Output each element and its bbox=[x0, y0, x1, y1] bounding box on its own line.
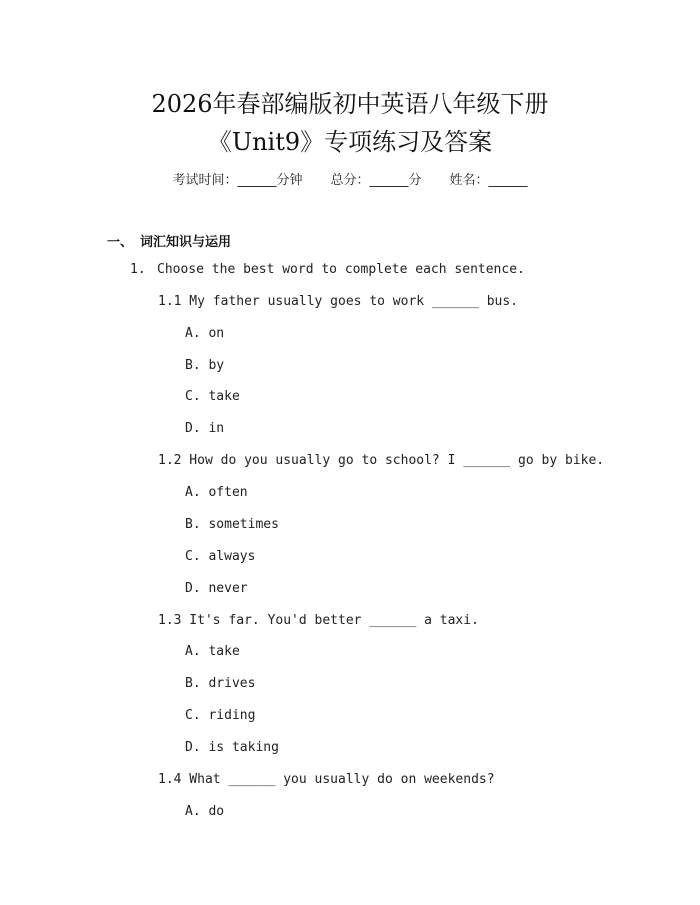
answer-option: C. riding bbox=[185, 708, 256, 723]
question-instruction-line bbox=[130, 262, 525, 277]
total-score-field: 总分：______分 bbox=[330, 173, 422, 188]
answer-option: D. is taking bbox=[185, 740, 279, 755]
question-stem: 1.2 How do you usually go to school? I ______ go by bike. bbox=[158, 453, 605, 468]
question-stem: 1.4 What ______ you usually do on weekends? bbox=[158, 772, 495, 787]
answer-option: C. take bbox=[185, 389, 240, 404]
section-heading bbox=[107, 231, 231, 250]
answer-option: B. by bbox=[185, 358, 225, 373]
name-field: 姓名：______ bbox=[449, 173, 528, 188]
answer-option: B. sometimes bbox=[185, 517, 279, 532]
question-stem: 1.3 It's far. You'd better ______ a taxi. bbox=[158, 613, 479, 628]
answer-option: A. take bbox=[185, 644, 240, 659]
question-instruction: Choose the best word to complete each sentence. bbox=[157, 262, 525, 277]
answer-option: A. often bbox=[185, 485, 248, 500]
answer-option: D. in bbox=[185, 421, 225, 436]
answer-option: B. drives bbox=[185, 676, 256, 691]
section-number: 一、 bbox=[107, 235, 134, 250]
exam-info-row bbox=[0, 169, 700, 188]
answer-option: A. do bbox=[185, 804, 225, 819]
question-stem: 1.1 My father usually goes to work ______ bus. bbox=[158, 294, 519, 309]
exam-time-field: 考试时间：______分钟 bbox=[172, 173, 303, 188]
document-title-line1: 2026年春部编版初中英语八年级下册 bbox=[151, 90, 549, 118]
answer-option: A. on bbox=[185, 326, 225, 341]
section-title: 词汇知识与运用 bbox=[140, 235, 232, 250]
answer-option: D. never bbox=[185, 581, 248, 596]
document-title-line2: 《Unit9》专项练习及答案 bbox=[207, 128, 493, 156]
answer-option: C. always bbox=[185, 549, 256, 564]
question-number: 1. bbox=[130, 262, 146, 277]
